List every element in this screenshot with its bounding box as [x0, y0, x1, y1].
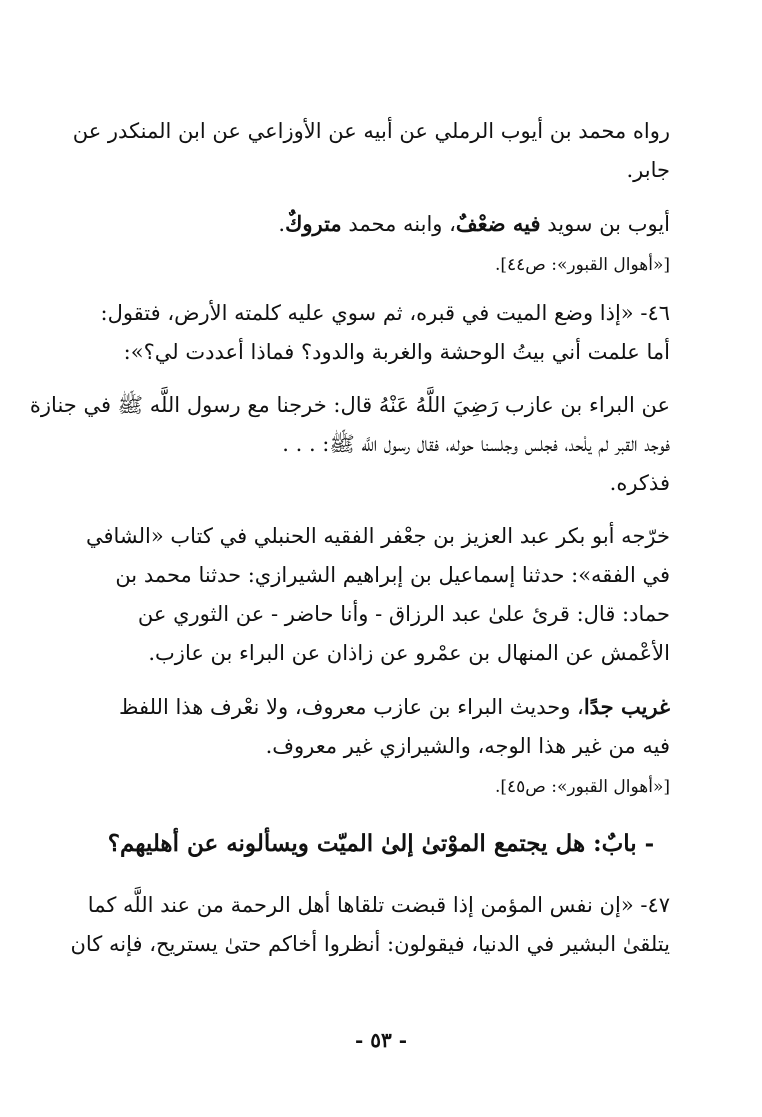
source-reference: [«أهوال القبور»: ص٤٥].	[494, 777, 670, 797]
grading-paragraph	[92, 687, 670, 766]
text-line: ٤٦- «إذا وضع الميت في قبره، ثم سوي عليه كلمته الأرض، فتقول:	[100, 301, 670, 325]
narration-paragraph	[29, 386, 670, 503]
grading-bold: فيه ضعْفٌ	[455, 211, 541, 236]
source-reference: [«أهوال القبور»: ص٤٤].	[494, 255, 670, 275]
grading-text: ، وابنه محمد	[341, 212, 456, 236]
chapter-heading: - بابٌ: هل يجتمع الموْتىٰ إلىٰ الميّت ويسألونه عن أهليهم؟	[107, 830, 655, 857]
text-line: خرّجه أبو بكر عبد العزيز بن جعْفر الفقيه الحنبلي في كتاب «الشافي	[85, 524, 670, 548]
hadith-46	[92, 294, 670, 372]
text-line: رواه محمد بن أيوب الرملي عن أبيه عن الأوزاعي عن ابن المنكدر عن	[72, 119, 670, 143]
text-line: حماد: قال: قرئ علىٰ عبد الرزاق - وأنا حاضر - عن الثوري عن	[137, 602, 670, 626]
text-line: الأعْمش عن المنهال بن عمْرو عن زاذان عن البراء بن عازب.	[148, 641, 670, 665]
grading-paragraph	[92, 204, 670, 244]
takhrij-paragraph	[85, 517, 670, 673]
text-line: عن البراء بن عازب رَضِيَ اللَّهُ عَنْهُ قال: خرجنا مع رسول اللَّه ﷺ في جنازة	[29, 393, 670, 417]
text-line	[92, 687, 670, 727]
text-line: أما علمت أني بيتُ الوحشة والغربة والدود؟ فماذا أعددت لي؟»:	[123, 340, 670, 364]
hadith-47	[70, 886, 670, 964]
text-line: ٤٧- «إن نفس المؤمن إذا قبضت تلقاها أهل الرحمة من عند اللَّه كما	[87, 893, 670, 917]
text-line: فيه من غير هذا الوجه، والشيرازي غير معروف.	[265, 734, 670, 758]
grading-text: .	[278, 212, 286, 236]
grading-text: أيوب بن سويد	[540, 212, 670, 236]
grading-bold: غريب جدًا	[583, 694, 670, 719]
page-number: - ٥٣ -	[354, 1028, 407, 1052]
grading-text: ، وحديث البراء بن عازب معروف، ولا نعْرف هذا اللفظ	[119, 695, 584, 719]
text-line: يتلقىٰ البشير في الدنيا، فيقولون: أنظروا أخاكم حتىٰ يستريح، فإنه كان	[70, 932, 670, 956]
text-line: فوجد القبر لم يلْحد، فجلس وجلسنا حوله، فقال رسول اللَّه ﷺ: . . .	[282, 432, 670, 456]
text-line: جابر.	[626, 158, 670, 182]
grading-bold: متروكٌ	[285, 211, 342, 236]
narration-paragraph	[72, 112, 670, 190]
text-line: فذكره.	[609, 471, 670, 495]
text-line: في الفقه»: حدثنا إسماعيل بن إبراهيم الشيرازي: حدثنا محمد بن	[115, 563, 670, 587]
